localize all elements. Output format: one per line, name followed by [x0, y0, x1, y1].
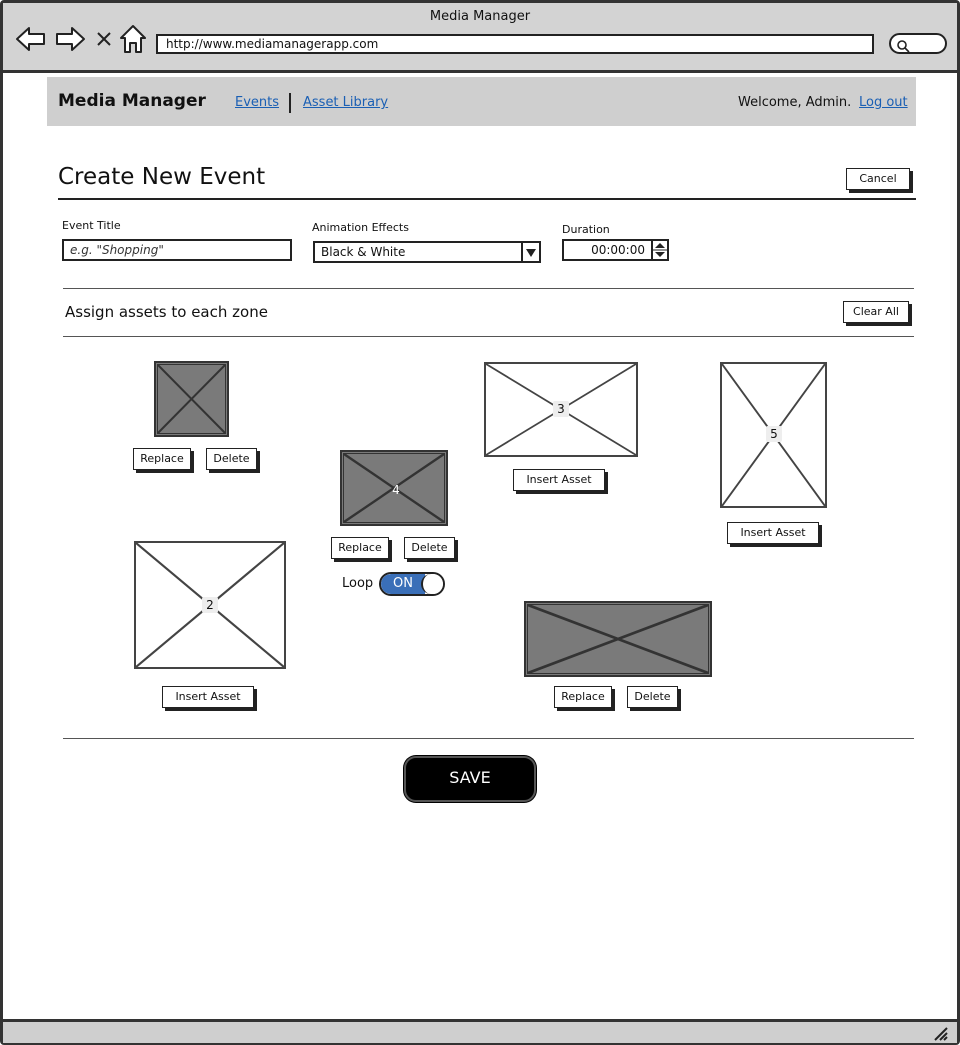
zones-section-title: Assign assets to each zone — [65, 303, 268, 321]
section-divider-top — [63, 288, 914, 289]
app-header — [47, 77, 916, 126]
nav-divider — [289, 93, 291, 113]
zone-1-replace-button[interactable]: Replace — [133, 448, 191, 470]
app-brand: Media Manager — [58, 91, 206, 111]
zone-3-insert-asset-button[interactable]: Insert Asset — [513, 469, 605, 491]
nav-asset-library-link[interactable]: Asset Library — [303, 95, 389, 110]
zone-5-insert-asset-button[interactable]: Insert Asset — [727, 522, 819, 544]
zone-6-asset[interactable] — [525, 602, 711, 676]
nav-events-link[interactable]: Events — [235, 95, 280, 110]
zone-5-placeholder[interactable] — [720, 362, 827, 508]
zone-6-replace-button[interactable]: Replace — [554, 686, 612, 708]
zone-4-number: 4 — [392, 483, 400, 497]
stepper-arrows-icon[interactable] — [651, 241, 667, 259]
duration-stepper[interactable] — [562, 239, 669, 261]
home-icon[interactable] — [119, 24, 147, 58]
title-divider — [58, 198, 916, 200]
zone-2-insert-asset-button[interactable]: Insert Asset — [162, 686, 254, 708]
loop-toggle-knob — [421, 574, 443, 594]
chevron-down-icon — [521, 243, 539, 261]
zone-6-delete-button[interactable]: Delete — [627, 686, 678, 708]
logout-link[interactable]: Log out — [859, 95, 908, 110]
zone-2-placeholder[interactable] — [134, 541, 286, 669]
zone-3-placeholder[interactable] — [484, 362, 638, 457]
window-title: Media Manager — [429, 9, 531, 24]
duration-label: Duration — [562, 223, 610, 236]
search-icon — [896, 38, 910, 57]
clear-all-button[interactable]: Clear All — [843, 301, 909, 323]
forward-arrow-icon[interactable] — [54, 25, 86, 57]
footer-divider — [63, 738, 914, 739]
stop-icon[interactable] — [96, 31, 112, 51]
zone-4-replace-button[interactable]: Replace — [331, 537, 389, 559]
browser-chrome — [3, 3, 957, 73]
loop-toggle-state: ON — [381, 574, 425, 594]
zone-1-delete-button[interactable]: Delete — [206, 448, 257, 470]
event-title-placeholder: e.g. "Shopping" — [70, 243, 164, 257]
status-bar — [3, 1019, 957, 1043]
duration-value: 00:00:00 — [591, 243, 645, 257]
welcome-text: Welcome, Admin. — [738, 95, 852, 110]
resize-grip-icon[interactable] — [933, 1026, 949, 1045]
zone-5-number: 5 — [766, 426, 782, 442]
cancel-button[interactable]: Cancel — [846, 168, 910, 190]
zone-3-number: 3 — [553, 401, 569, 417]
page-title: Create New Event — [58, 164, 266, 190]
save-button[interactable]: SAVE — [404, 756, 536, 802]
zone-4-asset[interactable] — [341, 451, 447, 525]
section-divider-bottom — [63, 336, 914, 337]
zone-2-number: 2 — [202, 597, 218, 613]
animation-effects-select[interactable] — [313, 241, 541, 263]
animation-effects-label: Animation Effects — [312, 221, 409, 234]
zone-1-asset[interactable] — [155, 362, 228, 436]
event-title-input[interactable] — [62, 239, 292, 261]
event-title-label: Event Title — [62, 219, 121, 232]
back-arrow-icon[interactable] — [15, 25, 47, 57]
animation-effects-value: Black & White — [321, 245, 406, 259]
loop-toggle[interactable] — [379, 572, 445, 596]
address-bar[interactable]: http://www.mediamanagerapp.com — [156, 34, 874, 54]
zone-4-delete-button[interactable]: Delete — [404, 537, 455, 559]
browser-search-field[interactable] — [889, 33, 947, 54]
loop-label: Loop — [342, 576, 374, 591]
